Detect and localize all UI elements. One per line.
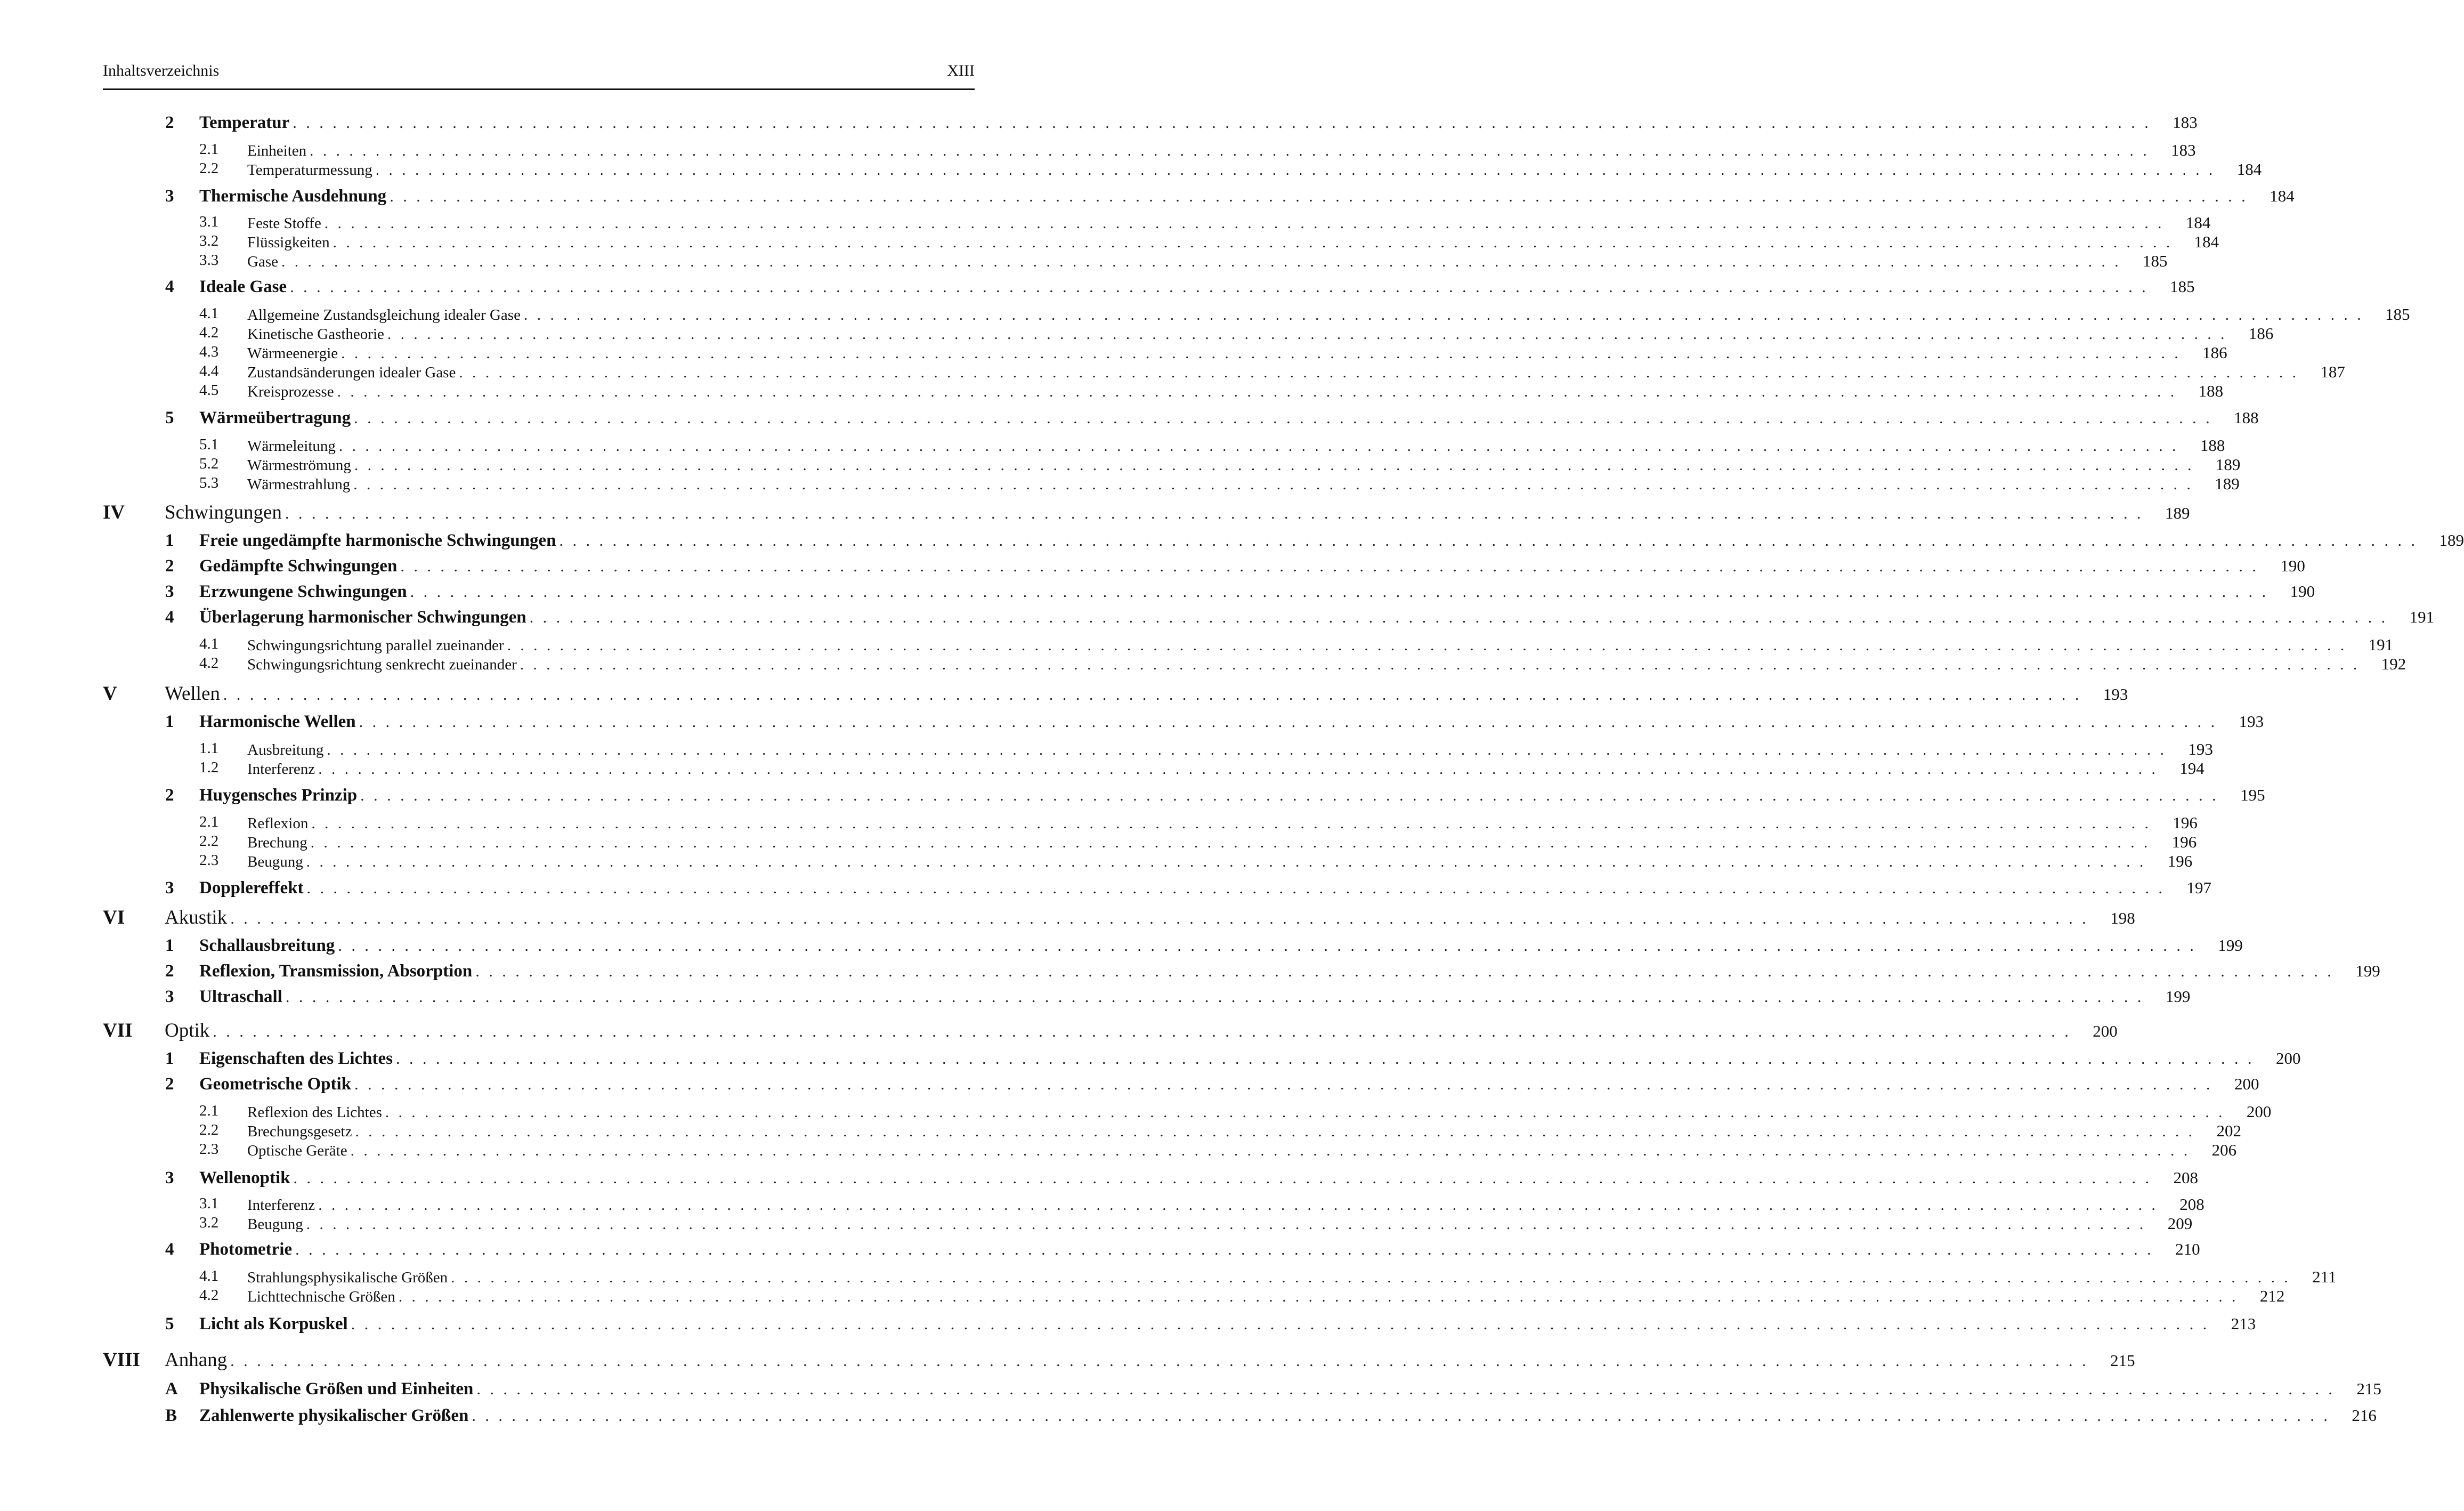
toc-entry-page: 199	[2355, 961, 2380, 980]
toc-entry-page: 186	[2248, 324, 2274, 343]
toc-dot-leader: ............................................................................................................................................	[306, 853, 2153, 870]
toc-dot-leader: ............................................................................................................................................	[387, 326, 2234, 343]
toc-dot-leader: ............................................................................................................................................	[295, 1241, 2161, 1258]
toc-entry-part	[103, 906, 2135, 929]
toc-entry-ch	[165, 786, 2265, 805]
toc-entry-page: 184	[2236, 160, 2262, 179]
toc-entry-sec	[199, 343, 2227, 362]
toc-entry-number: 5	[165, 1314, 174, 1334]
toc-entry-ch	[165, 277, 2195, 297]
toc-entry-title: Beugung	[247, 1216, 303, 1233]
toc-entry-page: 195	[2240, 786, 2265, 804]
toc-entry-sec	[199, 852, 2193, 871]
toc-dot-leader: ............................................................................................................................................	[327, 741, 2174, 758]
toc-entry-number: 1.2	[199, 759, 219, 776]
toc-entry-page: 184	[2270, 187, 2295, 205]
toc-dot-leader: ............................................................................................................................................	[338, 937, 2203, 955]
toc-entry-page: 212	[2259, 1287, 2285, 1305]
toc-entry-page: 185	[2142, 252, 2168, 270]
toc-dot-leader: ............................................................................................................................................	[355, 1123, 2202, 1140]
toc-entry-page: 208	[2179, 1195, 2204, 1214]
toc-entry-page: 197	[2186, 878, 2212, 897]
toc-entry-ch	[165, 556, 2305, 576]
toc-entry-page: 183	[2171, 141, 2196, 159]
toc-entry-number: V	[103, 683, 117, 705]
toc-entry-title: Allgemeine Zustandsgleichung idealer Gase	[247, 306, 521, 324]
toc-entry-title: Ideale Gase	[199, 277, 287, 296]
toc-entry-page: 213	[2231, 1314, 2256, 1333]
toc-entry-page: 189	[2215, 474, 2240, 493]
toc-dot-leader: ............................................................................................................................................	[354, 457, 2201, 474]
toc-dot-leader: ............................................................................................................................................	[311, 815, 2158, 832]
toc-entry-number: 2.2	[199, 833, 219, 850]
toc-entry-title: Beugung	[247, 853, 303, 870]
toc-dot-leader: ............................................................................................................................................	[353, 476, 2200, 493]
toc-entry-title: Gase	[247, 253, 278, 270]
toc-entry-number: 4.2	[199, 324, 219, 341]
toc-entry-number: 2.1	[199, 1102, 219, 1119]
toc-entry-title: Kreisprozesse	[247, 383, 334, 400]
toc-entry-sec	[199, 382, 2224, 401]
toc-entry-part	[103, 682, 2128, 705]
toc-entry-number: 4.1	[199, 1267, 219, 1284]
toc-entry-ch	[165, 608, 2435, 627]
toc-entry-number: 1	[165, 1049, 174, 1068]
toc-entry-page: 184	[2185, 213, 2211, 232]
toc-entry-title: Schwingungen	[165, 502, 282, 523]
toc-entry-sec	[199, 474, 2240, 494]
toc-dot-leader: ............................................................................................................................................	[223, 686, 2088, 704]
toc-entry-sec	[199, 213, 2211, 232]
toc-entry-number: 1	[165, 712, 174, 731]
toc-entry-number: B	[165, 1406, 177, 1425]
toc-entry-ch	[165, 961, 2380, 981]
toc-dot-leader: ............................................................................................................................................	[359, 713, 2224, 731]
toc-entry-sec	[199, 160, 2262, 179]
toc-entry-number: 4	[165, 608, 174, 627]
toc-entry-number: 2	[165, 786, 174, 805]
toc-entry-page: 185	[2385, 305, 2410, 324]
toc-entry-sec	[199, 252, 2168, 271]
toc-dot-leader: ............................................................................................................................................	[324, 215, 2171, 232]
toc-entry-title: Wärmeenergie	[247, 345, 338, 362]
toc-dot-leader: ............................................................................................................................................	[507, 637, 2354, 654]
toc-entry-title: Reflexion	[247, 815, 309, 832]
toc-entry-page: 190	[2280, 556, 2305, 575]
toc-entry-number: 2	[165, 1074, 174, 1094]
toc-entry-number: VI	[103, 907, 125, 928]
toc-entry-ch	[165, 1168, 2199, 1188]
toc-entry-page: 189	[2165, 504, 2190, 522]
toc-entry-sec	[199, 813, 2198, 833]
toc-entry-number: 4	[165, 277, 174, 296]
toc-entry-number: 3	[165, 878, 174, 898]
toc-dot-leader: ............................................................................................................................................	[306, 879, 2172, 897]
toc-dot-leader: ............................................................................................................................................	[293, 114, 2158, 132]
toc-entry-part	[103, 501, 2190, 524]
toc-entry-page: 193	[2239, 712, 2264, 731]
toc-dot-leader: ............................................................................................................................................	[398, 1288, 2245, 1305]
toc-entry-sec	[199, 232, 2219, 252]
toc-dot-leader: ............................................................................................................................................	[396, 1050, 2261, 1068]
toc-dot-leader: ............................................................................................................................................	[230, 910, 2096, 927]
toc-entry-part	[103, 1348, 2135, 1371]
toc-entry-page: 200	[2276, 1049, 2301, 1068]
toc-entry-page: 196	[2173, 813, 2198, 832]
toc-entry-ch	[165, 531, 2464, 551]
toc-entry-title: Schwingungsrichtung senkrecht zueinander	[247, 656, 517, 673]
toc-dot-leader: ............................................................................................................................................	[354, 409, 2219, 427]
toc-entry-ch	[165, 1240, 2200, 1259]
toc-entry-page: 196	[2167, 852, 2193, 870]
toc-entry-number: 2.1	[199, 813, 219, 830]
toc-entry-number: 4.1	[199, 635, 219, 652]
toc-entry-title: Dopplereffekt	[199, 878, 304, 898]
toc-entry-number: 4.3	[199, 343, 219, 360]
toc-entry-ch	[165, 712, 2264, 732]
toc-entry-page: 200	[2093, 1022, 2118, 1040]
toc-entry-part	[103, 1019, 2118, 1042]
toc-entry-ch	[165, 878, 2212, 898]
toc-entry-title: Wärmeströmung	[247, 457, 351, 474]
toc-entry-page: 196	[2171, 833, 2197, 851]
toc-entry-page: 185	[2170, 277, 2195, 296]
toc-entry-title: Photometrie	[199, 1240, 293, 1259]
toc-entry-number: 3.1	[199, 213, 219, 230]
toc-entry-number: 3	[165, 187, 174, 206]
toc-entry-ch	[165, 408, 2259, 428]
toc-entry-title: Flüssigkeiten	[247, 234, 330, 251]
toc-entry-sec	[199, 740, 2213, 759]
toc-entry-title: Physikalische Größen und Einheiten	[199, 1379, 474, 1399]
toc-entry-page: 208	[2173, 1168, 2199, 1187]
toc-entry-page: 189	[2439, 531, 2464, 550]
toc-entry-title: Wellen	[165, 683, 220, 705]
toc-entry-page: 184	[2194, 232, 2219, 251]
toc-entry-page: 193	[2103, 685, 2128, 704]
toc-entry-number: 4	[165, 1240, 174, 1259]
toc-entry-title: Harmonische Wellen	[199, 712, 356, 731]
toc-entry-title: Kinetische Gastheorie	[247, 326, 384, 343]
toc-entry-sec	[199, 1121, 2241, 1141]
toc-entry-sec	[199, 362, 2345, 382]
toc-entry-title: Temperatur	[199, 113, 290, 132]
toc-dot-leader: ............................................................................................................................................	[293, 1169, 2159, 1187]
toc-entry-sec	[199, 324, 2274, 343]
toc-entry-page: 200	[2246, 1102, 2272, 1121]
toc-entry-page: 188	[2198, 382, 2224, 400]
toc-dot-leader: ............................................................................................................................................	[451, 1269, 2298, 1286]
toc-entry-number: 4.5	[199, 382, 219, 399]
toc-entry-number: 4.1	[199, 305, 219, 322]
toc-dot-leader: ............................................................................................................................................	[281, 253, 2128, 270]
toc-dot-leader: ............................................................................................................................................	[310, 142, 2157, 159]
toc-entry-number: 2.2	[199, 160, 219, 177]
toc-entry-title: Interferenz	[247, 761, 315, 778]
toc-entry-title: Zahlenwerte physikalischer Größen	[199, 1406, 469, 1425]
toc-entry-page: 198	[2110, 909, 2135, 927]
toc-dot-leader: ............................................................................................................................................	[523, 306, 2370, 324]
toc-dot-leader: ............................................................................................................................................	[385, 1104, 2232, 1121]
toc-entry-title: Eigenschaften des Lichtes	[199, 1049, 393, 1068]
toc-entry-ch	[165, 1049, 2301, 1069]
toc-dot-leader: ............................................................................................................................................	[390, 188, 2255, 205]
toc-entry-page: 194	[2179, 759, 2204, 778]
toc-entry-ch	[165, 936, 2243, 956]
toc-entry-sec	[199, 1141, 2237, 1160]
toc-dot-leader: ............................................................................................................................................	[341, 345, 2188, 362]
toc-dot-leader: ............................................................................................................................................	[375, 161, 2222, 179]
running-head-page-number: XIII	[947, 62, 975, 79]
toc-entry-number: 2.1	[199, 141, 219, 158]
toc-entry-title: Ausbreitung	[247, 741, 324, 758]
toc-dot-leader: ............................................................................................................................................	[290, 278, 2155, 296]
toc-dot-leader: ............................................................................................................................................	[351, 1315, 2216, 1333]
toc-entry-number: 3	[165, 582, 174, 601]
toc-entry-title: Optik	[165, 1020, 210, 1041]
toc-entry-number: 5.2	[199, 455, 219, 472]
toc-dot-leader: ............................................................................................................................................	[285, 988, 2151, 1006]
toc-entry-number: 3.3	[199, 252, 219, 269]
toc-dot-leader: ............................................................................................................................................	[338, 438, 2185, 455]
toc-entry-sec	[199, 759, 2204, 778]
toc-entry-page: 200	[2234, 1074, 2259, 1093]
toc-dot-leader: ............................................................................................................................................	[350, 1142, 2197, 1159]
toc-entry-title: Temperaturmessung	[247, 161, 372, 179]
toc-entry-title: Überlagerung harmonischer Schwingungen	[199, 608, 526, 627]
toc-entry-title: Licht als Korpuskel	[199, 1314, 348, 1334]
toc-dot-leader: ............................................................................................................................................	[318, 1197, 2165, 1214]
toc-entry-ch	[165, 1314, 2256, 1334]
toc-entry-number: 2	[165, 961, 174, 981]
toc-entry-page: 215	[2110, 1351, 2135, 1370]
running-head-title: Inhaltsverzeichnis	[103, 62, 220, 79]
toc-entry-sec	[199, 1267, 2337, 1287]
toc-entry-sec	[199, 833, 2197, 852]
toc-entry-page: 209	[2167, 1214, 2193, 1233]
toc-entry-title: Optische Geräte	[247, 1142, 347, 1159]
toc-entry-number: 5.3	[199, 474, 219, 491]
toc-entry-ch	[165, 1074, 2259, 1094]
toc-dot-leader: ............................................................................................................................................	[230, 1352, 2096, 1370]
toc-entry-number: 3	[165, 987, 174, 1006]
toc-entry-number: 2.3	[199, 1141, 219, 1158]
toc-entry-sec	[199, 455, 2241, 474]
toc-entry-page: 190	[2290, 582, 2315, 601]
toc-entry-page: 199	[2218, 936, 2243, 955]
toc-entry-ch	[165, 582, 2315, 602]
toc-entry-page: 206	[2211, 1141, 2237, 1159]
toc-entry-number: 4.2	[199, 655, 219, 672]
toc-entry-title: Wellenoptik	[199, 1168, 290, 1187]
toc-entry-title: Brechungsgesetz	[247, 1123, 352, 1140]
toc-entry-page: 199	[2165, 987, 2191, 1006]
toc-entry-sec	[199, 635, 2394, 655]
toc-entry-page: 216	[2352, 1406, 2377, 1425]
toc-entry-title: Zustandsänderungen idealer Gase	[247, 364, 456, 381]
toc-dot-leader: ............................................................................................................................................	[410, 583, 2275, 601]
toc-entry-page: 186	[2202, 343, 2227, 362]
toc-entry-number: VII	[103, 1020, 133, 1041]
toc-entry-title: Geometrische Optik	[199, 1074, 352, 1094]
toc-entry-title: Reflexion des Lichtes	[247, 1104, 382, 1121]
toc-dot-leader: ............................................................................................................................................	[400, 557, 2266, 575]
toc-entry-number: 1	[165, 936, 174, 955]
toc-entry-number: 2.2	[199, 1121, 219, 1138]
toc-entry-title: Schwingungsrichtung parallel zueinander	[247, 637, 504, 654]
toc-entry-title: Einheiten	[247, 142, 307, 159]
toc-entry-title: Gedämpfte Schwingungen	[199, 556, 398, 576]
toc-dot-leader: ............................................................................................................................................	[213, 1023, 2078, 1040]
toc-entry-sec	[199, 1214, 2193, 1233]
toc-entry-number: 1.1	[199, 740, 219, 757]
toc-entry-title: Wärmestrahlung	[247, 476, 351, 493]
toc-entry-ch	[165, 187, 2295, 206]
toc-entry-title: Akustik	[165, 907, 228, 928]
toc-entry-sec	[199, 1287, 2285, 1306]
toc-entry-page: 191	[2409, 608, 2435, 626]
toc-entry-sec	[199, 141, 2196, 160]
toc-entry-number: 2	[165, 113, 174, 132]
toc-entry-page: 189	[2215, 455, 2241, 474]
toc-dot-leader: ............................................................................................................................................	[459, 364, 2306, 381]
toc-entry-number: VIII	[103, 1349, 140, 1371]
toc-entry-title: Freie ungedämpfte harmonische Schwingungen	[199, 531, 556, 550]
toc-entry-number: 2.3	[199, 852, 219, 869]
toc-entry-number: 3.2	[199, 232, 219, 249]
toc-dot-leader: ............................................................................................................................................	[475, 963, 2341, 980]
toc-entry-number: 1	[165, 531, 174, 550]
toc-entry-ch	[165, 987, 2191, 1007]
toc-entry-title: Thermische Ausdehnung	[199, 187, 387, 206]
toc-dot-leader: ............................................................................................................................................	[559, 532, 2425, 550]
toc-dot-leader: ............................................................................................................................................	[472, 1407, 2337, 1425]
toc-entry-number: 5.1	[199, 436, 219, 453]
toc-entry-number: 4.4	[199, 362, 219, 379]
toc-entry-title: Brechung	[247, 834, 307, 851]
toc-entry-sec	[199, 1102, 2272, 1121]
toc-dot-leader: ............................................................................................................................................	[337, 383, 2184, 400]
toc-entry-sec	[199, 436, 2225, 455]
toc-dot-leader: ............................................................................................................................................	[360, 787, 2226, 804]
toc-entry-number: 5	[165, 408, 174, 427]
toc-dot-leader: ............................................................................................................................................	[354, 1076, 2220, 1093]
toc-entry-sec	[199, 655, 2406, 674]
toc-dot-leader: ............................................................................................................................................	[318, 761, 2165, 778]
toc-entry-title: Strahlungsphysikalische Größen	[247, 1269, 448, 1286]
toc-entry-title: Schallausbreitung	[199, 936, 335, 955]
toc-entry-number: A	[165, 1379, 178, 1399]
toc-entry-title: Wärmeübertragung	[199, 408, 351, 427]
toc-entry-title: Reflexion, Transmission, Absorption	[199, 961, 473, 981]
toc-entry-ch	[165, 1406, 2377, 1426]
toc-dot-leader: ............................................................................................................................................	[310, 834, 2157, 851]
toc-entry-sec	[199, 1195, 2204, 1214]
toc-entry-page: 202	[2216, 1121, 2241, 1140]
toc-entry-page: 215	[2356, 1379, 2381, 1398]
toc-entry-page: 193	[2188, 740, 2213, 758]
toc-entry-title: Ultraschall	[199, 987, 282, 1006]
toc-entry-page: 191	[2368, 635, 2394, 654]
toc-entry-page: 192	[2381, 655, 2406, 673]
toc-entry-ch	[165, 1379, 2381, 1399]
toc-entry-title: Wärmeleitung	[247, 438, 336, 455]
toc-entry-page: 210	[2175, 1240, 2200, 1258]
toc-entry-page: 188	[2234, 408, 2259, 427]
toc-entry-title: Anhang	[165, 1349, 228, 1371]
toc-entry-sec	[199, 305, 2410, 324]
toc-dot-leader: ............................................................................................................................................	[306, 1216, 2153, 1233]
toc-entry-number: 4.2	[199, 1287, 219, 1304]
toc-dot-leader: ............................................................................................................................................	[529, 609, 2395, 626]
toc-entry-number: 2	[165, 556, 174, 576]
toc-entry-number: IV	[103, 502, 125, 523]
toc-dot-leader: ............................................................................................................................................	[285, 505, 2150, 522]
toc-entry-page: 188	[2200, 436, 2225, 455]
toc-entry-number: 3.1	[199, 1195, 219, 1212]
toc-dot-leader: ............................................................................................................................................	[333, 234, 2179, 251]
toc-entry-number: 3	[165, 1168, 174, 1187]
toc-dot-leader: ............................................................................................................................................	[476, 1380, 2342, 1398]
toc-entry-page: 211	[2312, 1267, 2337, 1286]
toc-entry-page: 183	[2173, 113, 2198, 132]
toc-entry-title: Erzwungene Schwingungen	[199, 582, 407, 601]
toc-dot-leader: ............................................................................................................................................	[520, 656, 2366, 673]
toc-entry-title: Huygensches Prinzip	[199, 786, 358, 805]
toc-entry-title: Lichttechnische Größen	[247, 1288, 395, 1305]
toc-entry-title: Feste Stoffe	[247, 215, 321, 232]
toc-entry-ch	[165, 113, 2198, 133]
toc-entry-number: 3.2	[199, 1214, 219, 1231]
toc-entry-title: Interferenz	[247, 1197, 315, 1214]
toc-entry-page: 187	[2320, 362, 2345, 381]
